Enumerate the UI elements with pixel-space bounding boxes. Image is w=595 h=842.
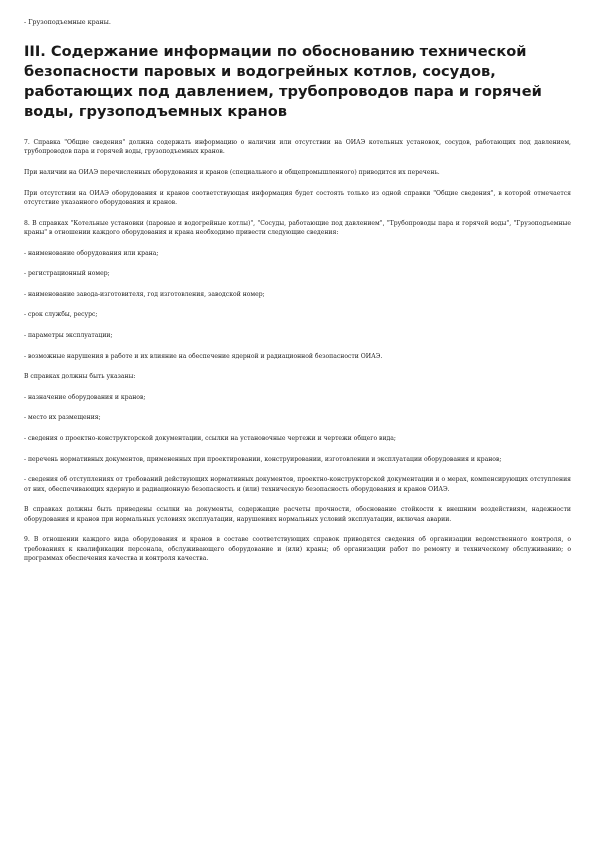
list-item: - наименование оборудования или крана;	[24, 249, 159, 257]
paragraph: При наличии на ОИАЭ перечисленных оборудования и кранов (специального и общепромышленного) приводится их перечень.	[24, 169, 440, 176]
paragraph: 9. В отношении каждого вида оборудования и кранов в составе соответствующих справок приводятся сведения об организации ведомственного контроля, о требованиях к квалификации персонала, обслуживающего оборудование и (или) краны; об организации работ по ремонту и техническому обслуживанию; о программах обеспечения качества и контроля качества.	[24, 536, 571, 562]
paragraph: При отсутствии на ОИАЭ оборудования и кранов соответствующая информация будет состоять только из одной справки "Общие сведения", в которой отмечается отсутствие указанного оборудования и кранов.	[24, 189, 571, 206]
list-item: - сведения об отступлениях от требований действующих нормативных документов, проектно-конструкторской документации и о мерах, компенсирующих отступления от них, обеспечивающих ядерную и радиационную безопасность и (или) техническую безопасность оборудования и кранов ОИАЭ.	[24, 476, 571, 493]
list-item: - возможные нарушения в работе и их влияние на обеспечение ядерной и радиационной безопасности ОИАЭ.	[24, 352, 383, 360]
previous-list-item: - Грузоподъемные краны.	[24, 18, 111, 26]
list-item: - регистрационный номер;	[24, 270, 110, 278]
section-heading: III. Содержание информации по обоснованию технической безопасности паровых и водогрейных котлов, сосудов, работающих под давлением, трубопроводов пара и горячей воды, грузоподъемных кранов	[24, 43, 542, 120]
list-item: - сведения о проектно-конструкторской документации, ссылки на установочные чертежи и чертежи общего вида;	[24, 434, 396, 442]
paragraph: 7. Справка "Общие сведения" должна содержать информацию о наличии или отсутствии на ОИАЭ котельных установок, сосудов, работающих под давлением, трубопроводов пара и горячей воды, грузоподъемных кранов.	[24, 139, 571, 156]
list-item: - назначение оборудования и кранов;	[24, 393, 146, 401]
list-item: - место их размещения;	[24, 414, 101, 422]
paragraph: В справках должны быть указаны:	[24, 373, 136, 381]
list-item: - срок службы, ресурс;	[24, 311, 98, 319]
list-item: - параметры эксплуатации;	[24, 331, 113, 339]
paragraph: В справках должны быть приведены ссылки на документы, содержащие расчеты прочности, обоснование стойкости к внешним воздействиям, надежности оборудования и кранов при нормальных условиях эксплуатации, нарушениях нормальных условий эксплуатации, включая аварии.	[24, 506, 571, 523]
paragraph: 8. В справках "Котельные установки (паровые и водогрейные котлы)", "Сосуды, работающие под давлением", "Трубопроводы пара и горячей воды", "Грузоподъемные краны" в отношении каждого оборудования и крана необходимо привести следующие сведения:	[24, 219, 571, 236]
list-item: - наименование завода-изготовителя, год изготовления, заводской номер;	[24, 290, 265, 298]
list-item: - перечень нормативных документов, примененных при проектировании, конструировании, изготовлении и эксплуатации оборудования и кранов;	[24, 455, 502, 463]
